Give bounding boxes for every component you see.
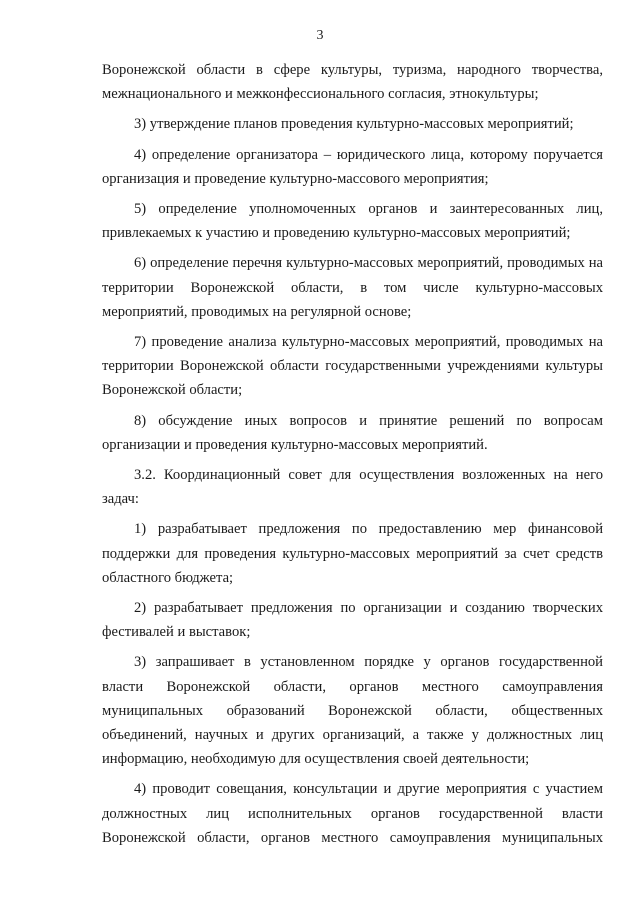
paragraph: 6) определение перечня культурно-массовых мероприятий, проводимых на территории Воронежской области, в том числе культурно-массовых мероприятий, проводимых на регулярной основе;: [102, 255, 603, 320]
paragraph: 3.2. Координационный совет для осуществления возложенных на него задач:: [102, 467, 603, 508]
paragraph: Воронежской области в сфере культуры, туризма, народного творчества, межнационального и межконфессионального согласия, этнокультуры;: [102, 62, 603, 103]
paragraph: 4) проводит совещания, консультации и другие мероприятия с участием должностных лиц исполнительных органов государственной власти Воронежской области, органов местного самоуправления муниципальных: [102, 781, 603, 846]
paragraph: 4) определение организатора – юридического лица, которому поручается организация и проведение культурно-массового мероприятия;: [102, 146, 603, 187]
paragraph: 3) утверждение планов проведения культурно-массовых мероприятий;: [134, 116, 574, 133]
paragraph: 3) запрашивает в установленном порядке у органов государственной власти Воронежской области, органов местного самоуправления муниципальных образований Воронежской области, общественных объединений, научных и других организаций, а также у должностных лиц информацию, необходимую для осуществления своей деятельности;: [102, 654, 603, 768]
paragraph: 2) разрабатывает предложения по организации и созданию творческих фестивалей и выставок;: [102, 600, 603, 641]
page-number: 3: [316, 28, 324, 43]
document-body: [102, 58, 603, 856]
paragraph: 8) обсуждение иных вопросов и принятие решений по вопросам организации и проведения культурно-массовых мероприятий.: [102, 412, 603, 453]
paragraph: 7) проведение анализа культурно-массовых мероприятий, проводимых на территории Воронежской области государственными учреждениями культуры Воронежской области;: [102, 334, 603, 399]
paragraph: 1) разрабатывает предложения по предоставлению мер финансовой поддержки для проведения культурно-массовых мероприятий за счет средств областного бюджета;: [102, 521, 603, 586]
paragraph: 5) определение уполномоченных органов и заинтересованных лиц, привлекаемых к участию и проведению культурно-массовых мероприятий;: [102, 201, 603, 242]
